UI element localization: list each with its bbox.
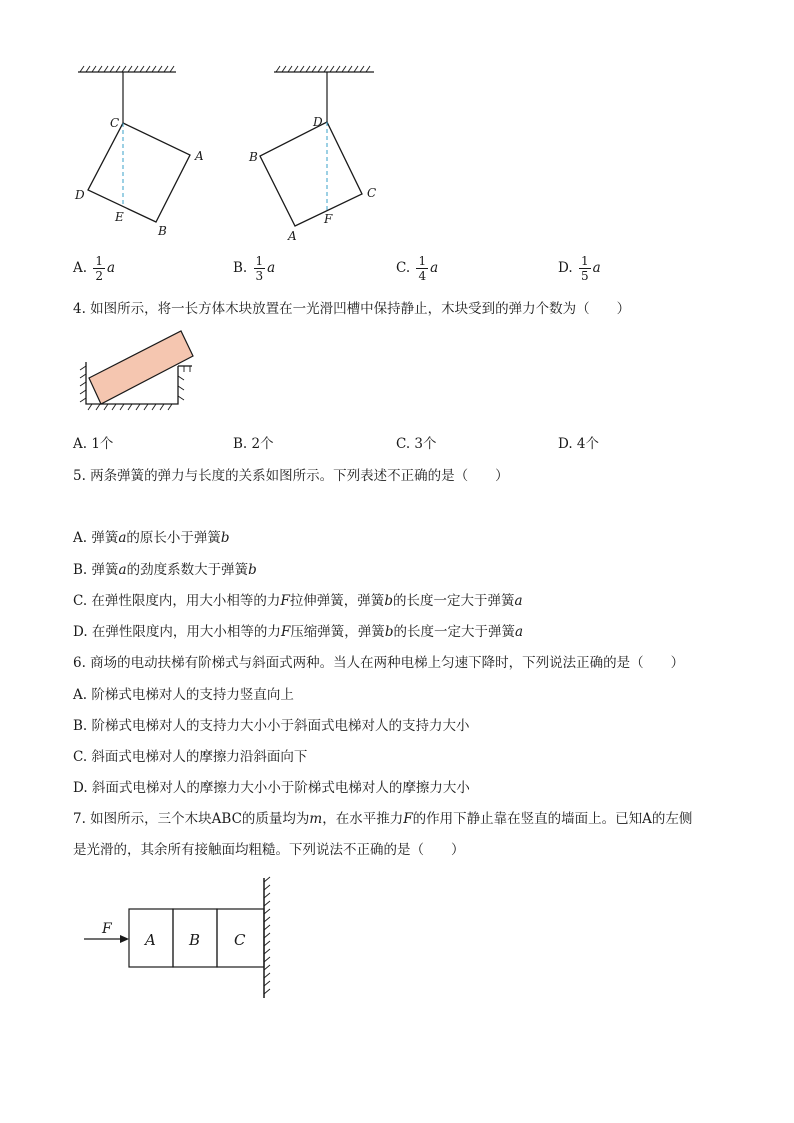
q3-option-c[interactable] <box>396 254 438 283</box>
q4-option-a[interactable]: A. 1个 <box>73 436 114 452</box>
option-letter: D. <box>558 260 573 276</box>
option-letter: A. <box>73 260 88 276</box>
q5-option-a[interactable]: A. 弹簧a的原长小于弹簧b <box>73 530 230 546</box>
variable: a <box>430 260 439 276</box>
fraction: $\frac{1}{3}$ <box>255 254 264 283</box>
fraction: $\frac{1}{2}$ <box>95 254 103 283</box>
q4-stem: 4. 如图所示，将一长方体木块放置在一光滑凹槽中保持静止，木块受到的弹力个数为（ ） <box>73 301 631 317</box>
label-B: B <box>189 931 201 949</box>
label-C: C <box>110 116 120 130</box>
q5-option-b[interactable]: B. 弹簧a的劲度系数大于弹簧b <box>73 562 257 578</box>
label-D: D <box>313 115 323 129</box>
q6-option-a[interactable]: A. 阶梯式电梯对人的支持力竖直向上 <box>73 687 294 703</box>
square-plate <box>260 122 362 226</box>
label-C: C <box>367 186 377 200</box>
q4-option-b[interactable]: B. 2个 <box>233 436 274 452</box>
q6-stem: 6. 商场的电动扶梯有阶梯式与斜面式两种。当人在两种电梯上匀速下降时，下列说法正确的是（ ） <box>73 655 685 671</box>
q6-option-d[interactable]: D. 斜面式电梯对人的摩擦力大小小于阶梯式电梯对人的摩擦力大小 <box>73 780 470 796</box>
label-A: A <box>145 931 156 949</box>
q3-option-a[interactable] <box>73 254 115 283</box>
variable: a <box>267 260 276 276</box>
label-C: C <box>234 931 246 949</box>
q4-option-c[interactable]: C. 3个 <box>396 436 437 452</box>
label-F: F <box>324 212 333 226</box>
label-B: B <box>158 224 167 238</box>
q4-option-d[interactable]: D. 4个 <box>558 436 600 452</box>
q7-stem-line2: 是光滑的，其余所有接触面均粗糙。下列说法不正确的是（ ） <box>73 842 465 858</box>
label-A: A <box>288 229 297 243</box>
label-B: B <box>249 150 258 164</box>
arrow-head-icon <box>120 935 129 943</box>
option-letter: B. <box>233 260 248 276</box>
option-letter: C. <box>396 260 411 276</box>
q6-option-b[interactable]: B. 阶梯式电梯对人的支持力大小小于斜面式电梯对人的支持力大小 <box>73 718 470 734</box>
label-E: E <box>115 210 124 224</box>
wall-hatch <box>264 877 270 994</box>
ceiling-hatch <box>276 66 370 72</box>
force-label: F <box>102 921 112 937</box>
variable: a <box>106 260 116 276</box>
q5-option-c[interactable]: C. 在弹性限度内，用大小相等的力F拉伸弹簧，弹簧b的长度一定大于弹簧a <box>73 593 523 609</box>
label-D: D <box>75 188 85 202</box>
fraction: $\frac{1}{4}$ <box>418 254 427 283</box>
variable: a <box>592 260 601 276</box>
q5-stem: 5. 两条弹簧的弹力与长度的关系如图所示。下列表述不正确的是（ ） <box>73 468 509 484</box>
q3-option-d[interactable] <box>558 254 601 283</box>
q3-option-b[interactable] <box>233 254 275 283</box>
q6-option-c[interactable]: C. 斜面式电梯对人的摩擦力沿斜面向下 <box>73 749 308 765</box>
fraction: $\frac{1}{5}$ <box>580 254 589 283</box>
q7-stem-line1: 7. 如图所示，三个木块ABC的质量均为m，在水平推力F的作用下静止靠在竖直的墙面上。已知A的左侧 <box>73 811 693 827</box>
label-A: A <box>195 149 204 163</box>
q5-option-d[interactable]: D. 在弹性限度内，用大小相等的力F压缩弹簧，弹簧b的长度一定大于弹簧a <box>73 624 524 640</box>
